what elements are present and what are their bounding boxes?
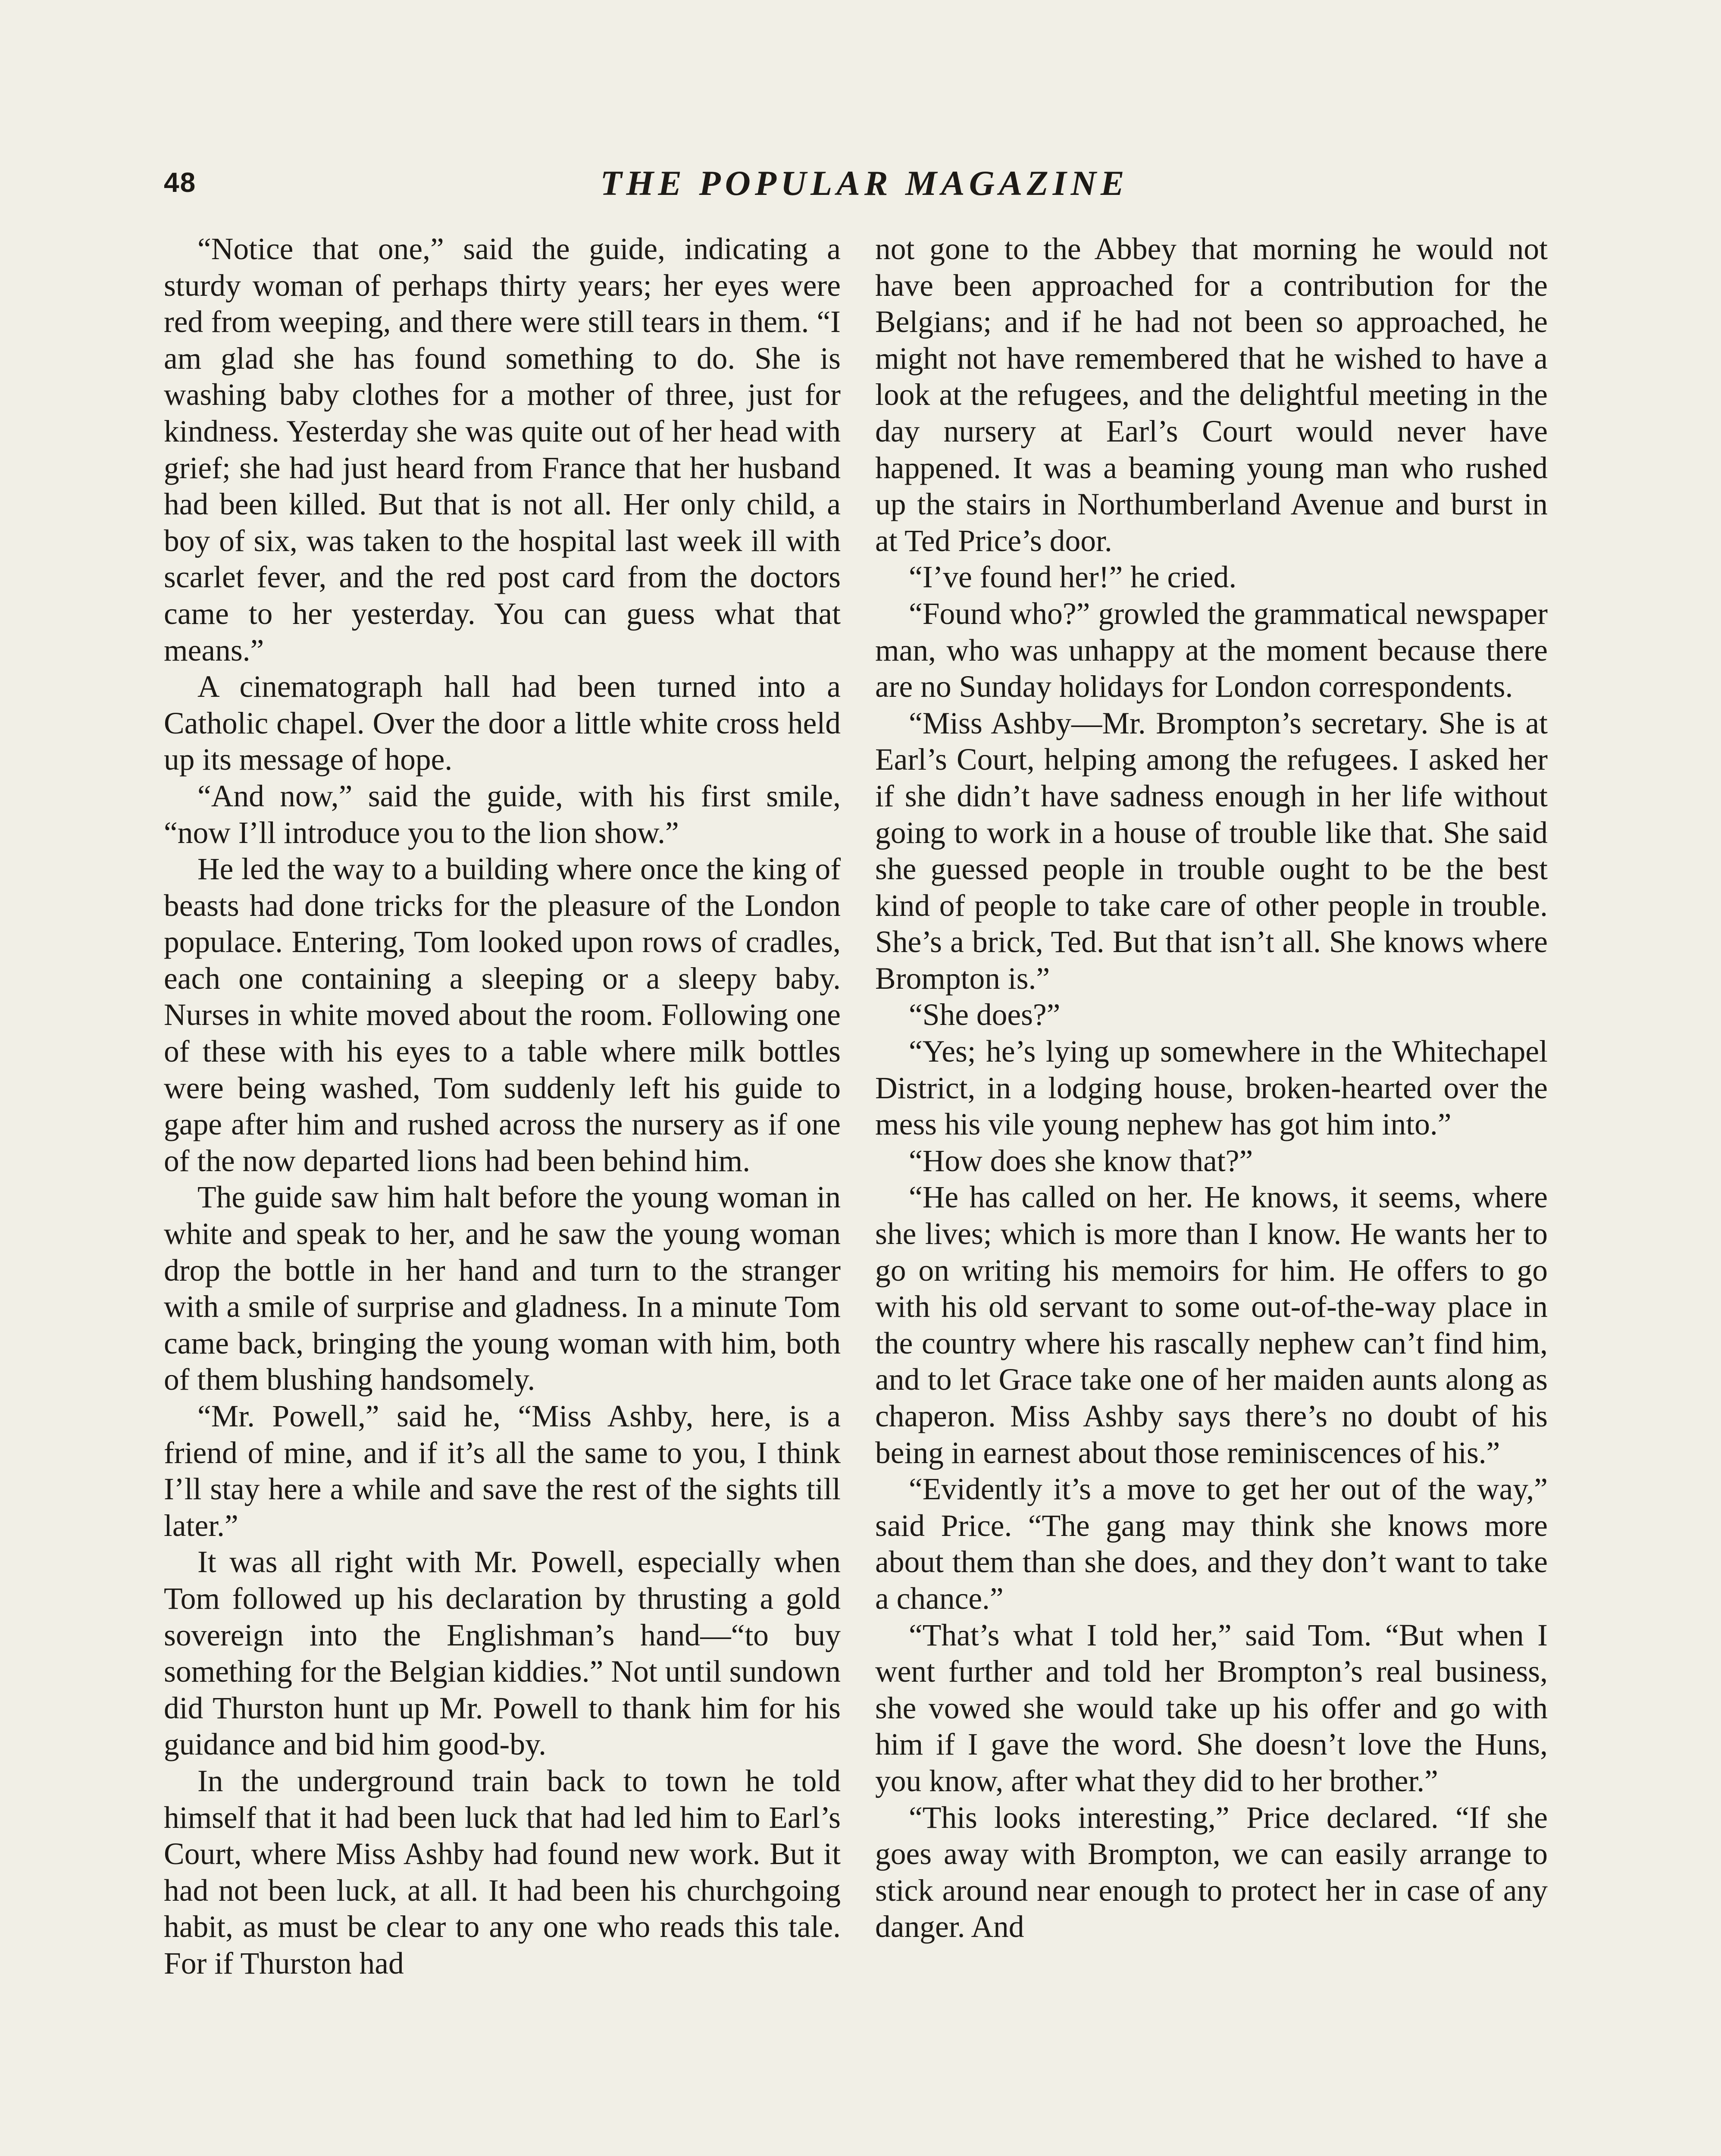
paragraph: “Yes; he’s lying up somewhere in the Whitechapel District, in a lodging house, broken-hearted over the mess his vile young nephew has got him into.” [875, 1034, 1548, 1142]
paragraph: “And now,” said the guide, with his first smile, “now I’ll introduce you to the lion show.” [164, 779, 841, 850]
page-header [164, 163, 1565, 215]
running-head: THE POPULAR MAGAZINE [600, 163, 1129, 203]
paragraph: “Evidently it’s a move to get her out of the way,” said Price. “The gang may think she knows more about them than she does, and they don’t want to take a chance.” [875, 1472, 1548, 1616]
left-column [164, 231, 841, 1982]
paragraph: “Miss Ashby—Mr. Brompton’s secretary. She is at Earl’s Court, helping among the refugees. I asked her if she didn’t have sadness enough in her life without going to work in a house of trouble like that. She said she guessed people in trouble ought to be the best kind of people to take care of other people in trouble. She’s a brick, Ted. But that isn’t all. She knows where Brompton is.” [875, 706, 1548, 996]
paragraph: “Notice that one,” said the guide, indicating a sturdy woman of perhaps thirty years; her eyes were red from weeping, and there were still tears in them. “I am glad she has found something to do. She is washing baby clothes for a mother of three, just for kindness. Yesterday she was quite out of her head with grief; she had just heard from France that her husband had been killed. But that is not all. Her only child, a boy of six, was taken to the hospital last week ill with scarlet fever, and the red post card from the doctors came to her yesterday. You can guess what that means.” [164, 232, 841, 667]
right-column [875, 231, 1548, 1946]
paragraph: He led the way to a building where once the king of beasts had done tricks for the pleasure of the London populace. Entering, Tom looked upon rows of cradles, each one containing a sleeping or a sleepy baby. Nurses in white moved about the room. Following one of these with his eyes to a table where milk bottles were being washed, Tom suddenly left his guide to gape after him and rushed across the nursery as if one of the now departed lions had been behind him. [164, 852, 841, 1178]
paragraph: “He has called on her. He knows, it seems, where she lives; which is more than I know. He wants her to go on writing his memoirs for him. He offers to go with his old servant to some out-of-the-way place in the country where his rascally nephew can’t find him, and to let Grace take one of her maiden aunts along as chaperon. Miss Ashby says there’s no doubt of his being in earnest about those reminiscences of his.” [875, 1180, 1548, 1470]
page-number: 48 [164, 167, 197, 198]
paragraph: The guide saw him halt before the young woman in white and speak to her, and he saw the young woman drop the bottle in her hand and turn to the stranger with a smile of surprise and gladness. In a minute Tom came back, bringing the young woman with him, both of them blushing handsomely. [164, 1180, 841, 1397]
paragraph: “She does?” [909, 998, 1061, 1032]
paragraph: “I’ve found her!” he cried. [909, 560, 1237, 595]
paragraph: A cinematograph hall had been turned into a Catholic chapel. Over the door a little white cross held up its message of hope. [164, 670, 841, 777]
paragraph: “How does she know that?” [909, 1144, 1253, 1178]
paragraph: not gone to the Abbey that morning he would not have been approached for a contribution for the Belgians; and if he had not been so approached, he might not have remembered that he wished to have a look at the refugees, and the delightful meeting in the day nursery at Earl’s Court would never have happened. It was a beaming young man who rushed up the stairs in Northumberland Avenue and burst in at Ted Price’s door. [875, 232, 1548, 558]
paragraph: “Mr. Powell,” said he, “Miss Ashby, here, is a friend of mine, and if it’s all the same to you, I think I’ll stay here a while and save the rest of the sights till later.” [164, 1399, 841, 1543]
paragraph: In the underground train back to town he told himself that it had been luck that had led him to Earl’s Court, where Miss Ashby had found new work. But it had not been luck, at all. It had been his churchgoing habit, as must be clear to any one who reads this tale. For if Thurston had [164, 1764, 841, 1981]
paragraph: “Found who?” growled the grammatical newspaper man, who was unhappy at the moment because there are no Sunday holidays for London correspondents. [875, 596, 1548, 704]
paragraph: “This looks interesting,” Price declared. “If she goes away with Brompton, we can easily arrange to stick around near enough to protect her in case of any danger. And [875, 1800, 1548, 1944]
paragraph: It was all right with Mr. Powell, especially when Tom followed up his declaration by thrusting a gold sovereign into the Englishman’s hand—“to buy something for the Belgian kiddies.” Not until sundown did Thurston hunt up Mr. Powell to thank him for his guidance and bid him good-by. [164, 1545, 841, 1762]
paragraph: “That’s what I told her,” said Tom. “But when I went further and told her Brompton’s real business, she vowed she would take up his offer and go with him if I gave the word. She doesn’t love the Huns, you know, after what they did to her brother.” [875, 1618, 1548, 1798]
